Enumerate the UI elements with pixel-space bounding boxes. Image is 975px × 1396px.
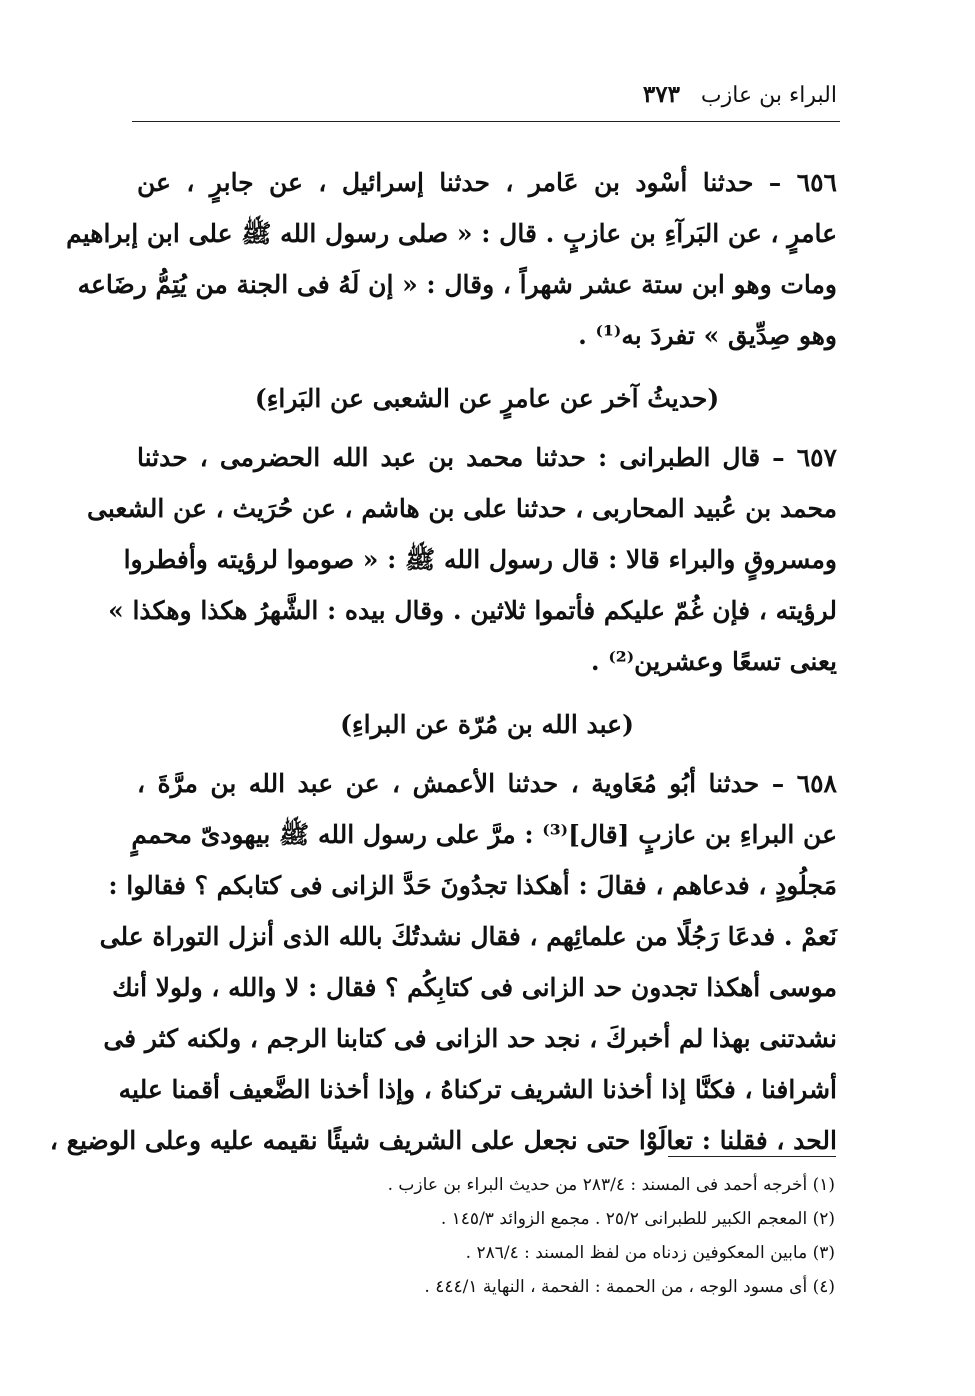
page-number: ٣٧٣ (642, 81, 680, 108)
text-line: مَجلُودٍ ، فدعاهم ، فقالَ : أهكذا تجدُونَ حَدَّ الزانى فى كتابكم ؟ فقالوا : (108, 871, 837, 900)
text-line: عن البراءِ بن عازبٍ [قال]⁽³⁾ : مرَّ على رسول الله ﷺ بيهودىّ محممٍ (131, 820, 837, 849)
footnote-rule (668, 1156, 836, 1157)
footnotes (235, 1168, 835, 1304)
text-line: عامرٍ ، عن البَرآءِ بن عازبٍ . قال : « صلى رسول الله ﷺ على ابن إبراهيم (66, 219, 837, 248)
text-line: وهو صِدِّيق » تفردَ به⁽¹⁾ . (578, 321, 837, 350)
text-line: موسى أهكذا تجدون حد الزانى فى كتابِكُم ؟ فقال : لا والله ، ولولا أنك (112, 973, 837, 1002)
text-line: ومسروقٍ والبراء قالا : قال رسول الله ﷺ : « صوموا لرؤيته وأفطروا (123, 545, 837, 574)
footnote: (٣) مابين المعكوفين زدناه من لفظ المسند : ٢٨٦/٤ . (465, 1243, 835, 1263)
text-line: ومات وهو ابن ستة عشر شهراً ، وقال : « إن لَهُ فى الجنة من يُتِمُّ رضَاعه (77, 270, 837, 299)
section-heading: (حديثُ آخر عن عامرٍ عن الشعبى عن البَراءِ) (254, 384, 720, 413)
footnote: (٢) المعجم الكبير للطبرانى ٢٥/٢ . مجمع الزوائد ١٤٥/٣ . (440, 1209, 835, 1229)
footnote: (١) أخرجه أحمد فى المسند : ٢٨٣/٤ من حديث البراء بن عازب . (387, 1175, 835, 1195)
text-line: محمد بن عُبيد المحاربى ، حدثنا على بن هاشم ، عن حُرَيث ، عن الشعبى (87, 494, 837, 523)
section-heading: (عبد الله بن مُرّة عن البراءِ) (340, 710, 634, 739)
text-line: أشرافنا ، فكنَّا إذا أخذنا الشريف تركناهُ ، وإذا أخذنا الضَّعيف أقمنا عليه (118, 1075, 837, 1104)
text-line: ٦٥٧ – قال الطبرانى : حدثنا محمد بن عبد الله الحضرمى ، حدثنا (137, 443, 837, 472)
text-line: يعنى تسعًا وعشرين⁽²⁾ . (590, 647, 837, 676)
running-header (137, 78, 837, 112)
text-line: الحد ، فقلنا : تعالَوْا حتى نجعل على الشريف شيئًا نقيمه عليه وعلى الوضيع ، (49, 1126, 837, 1155)
text-line: لرؤيته ، فإن غُمّ عليكم فأتموا ثلاثين . وقال بيده : الشَّهرُ هكذا وهكذا » (108, 596, 837, 625)
text-line: ٦٥٦ – حدثنا أسْود بن عَامر ، حدثنا إسرائيل ، عن جابرٍ ، عن (137, 168, 837, 197)
text-line: نشدتنى بهذا لم أخبركَ ، نجد حد الزانى فى كتابنا الرجم ، ولكنه كثر فى (103, 1024, 837, 1053)
footnote: (٤) أى مسود الوجه ، من الحممة : الفحمة ، النهاية ٤٤٤/١ . (424, 1277, 835, 1297)
main-text (49, 157, 837, 1166)
text-line: نَعمْ . فدعَا رَجُلًا من علمائِهم ، فقال نشدتُكَ بالله الذى أنزل التوراة على (99, 922, 837, 951)
header-title: البراء بن عازب (700, 83, 837, 108)
header-rule (132, 121, 840, 122)
text-line: ٦٥٨ – حدثنا أبُو مُعَاوية ، حدثنا الأعمش ، عن عبد الله بن مرَّةَ ، (137, 769, 837, 798)
